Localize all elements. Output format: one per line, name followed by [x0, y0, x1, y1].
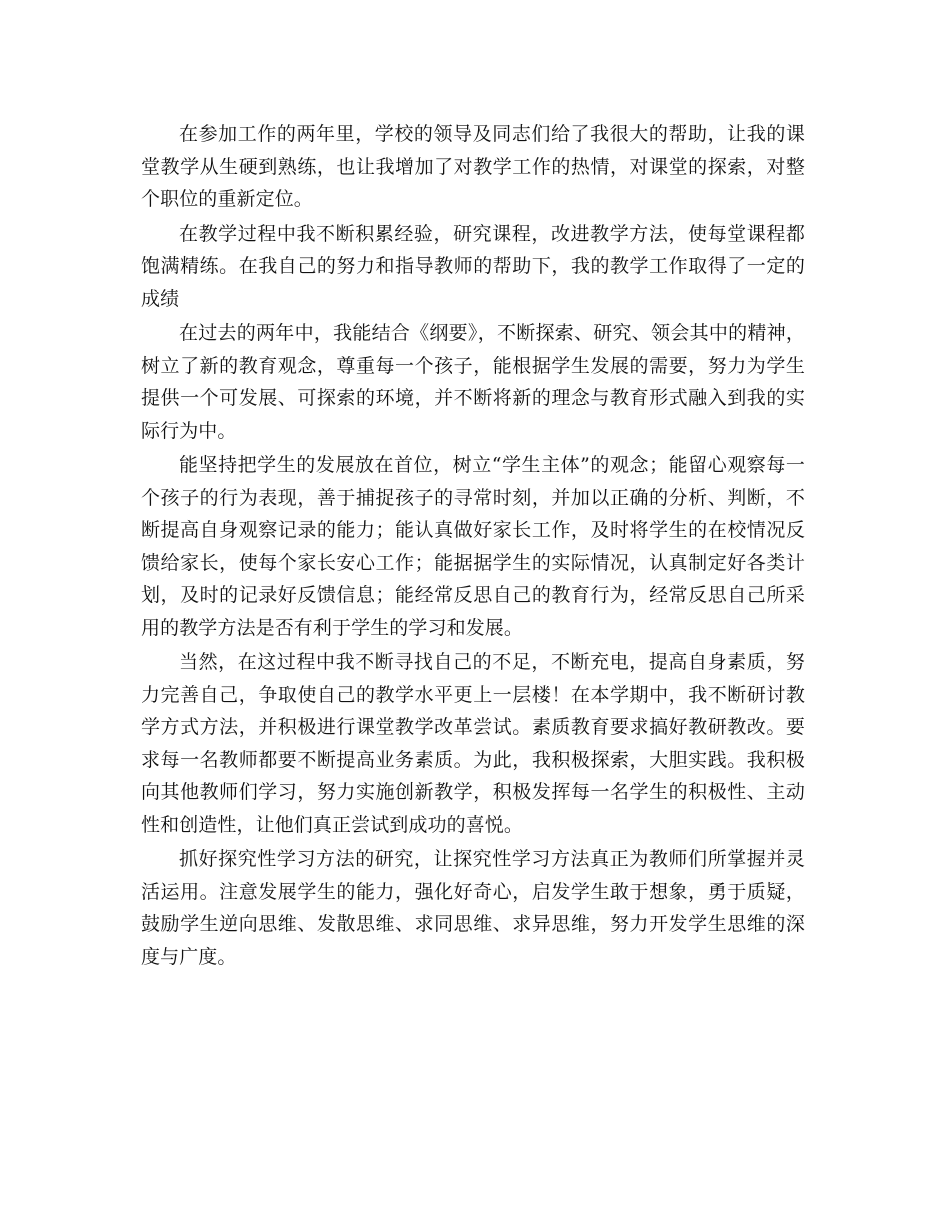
paragraph-3: 在过去的两年中，我能结合《纲要》，不断探索、研究、领会其中的精神，树立了新的教育观念，尊重每一个孩子，能根据学生发展的需要，努力为学生提供一个可发展、可探索的环境，并不断将新的理念与教育形式融入到我的实际行为中。 [141, 322, 805, 442]
paragraph-4: 能坚持把学生的发展放在首位，树立“学生主体”的观念；能留心观察每一个孩子的行为表现，善于捕捉孩子的寻常时刻，并加以正确的分析、判断，不断提高自身观察记录的能力；能认真做好家长工作，及时将学生的在校情况反馈给家长，使每个家长安心工作；能据据学生的实际情况，认真制定好各类计划，及时的记录好反馈信息；能经常反思自己的教育行为，经常反思自己所采用的教学方法是否有利于学生的学习和发展。 [141, 454, 805, 639]
paragraph-6: 抓好探究性学习方法的研究，让探究性学习方法真正为教师们所掌握并灵活运用。注意发展学生的能力，强化好奇心，启发学生敢于想象，勇于质疑，鼓励学生逆向思维、发散思维、求同思维、求异思维，努力开发学生思维的深度与广度。 [141, 848, 805, 968]
document-body [141, 118, 805, 975]
paragraph-5: 当然，在这过程中我不断寻找自己的不足，不断充电，提高自身素质，努力完善自己，争取使自己的教学水平更上一层楼！在本学期中，我不断研讨教学方式方法，并积极进行课堂教学改革尝试。素质教育要求搞好教研教改。要求每一名教师都要不断提高业务素质。为此，我积极探索，大胆实践。我积极向其他教师们学习，努力实施创新教学，积极发挥每一名学生的积极性、主动性和创造性，让他们真正尝试到成功的喜悦。 [141, 651, 805, 836]
paragraph-1: 在参加工作的两年里，学校的领导及同志们给了我很大的帮助，让我的课堂教学从生硬到熟练，也让我增加了对教学工作的热情，对课堂的探索，对整个职位的重新定位。 [141, 123, 805, 210]
paragraph-2: 在教学过程中我不断积累经验，研究课程，改进教学方法，使每堂课程都饱满精练。在我自己的努力和指导教师的帮助下，我的教学工作取得了一定的成绩 [141, 222, 805, 310]
